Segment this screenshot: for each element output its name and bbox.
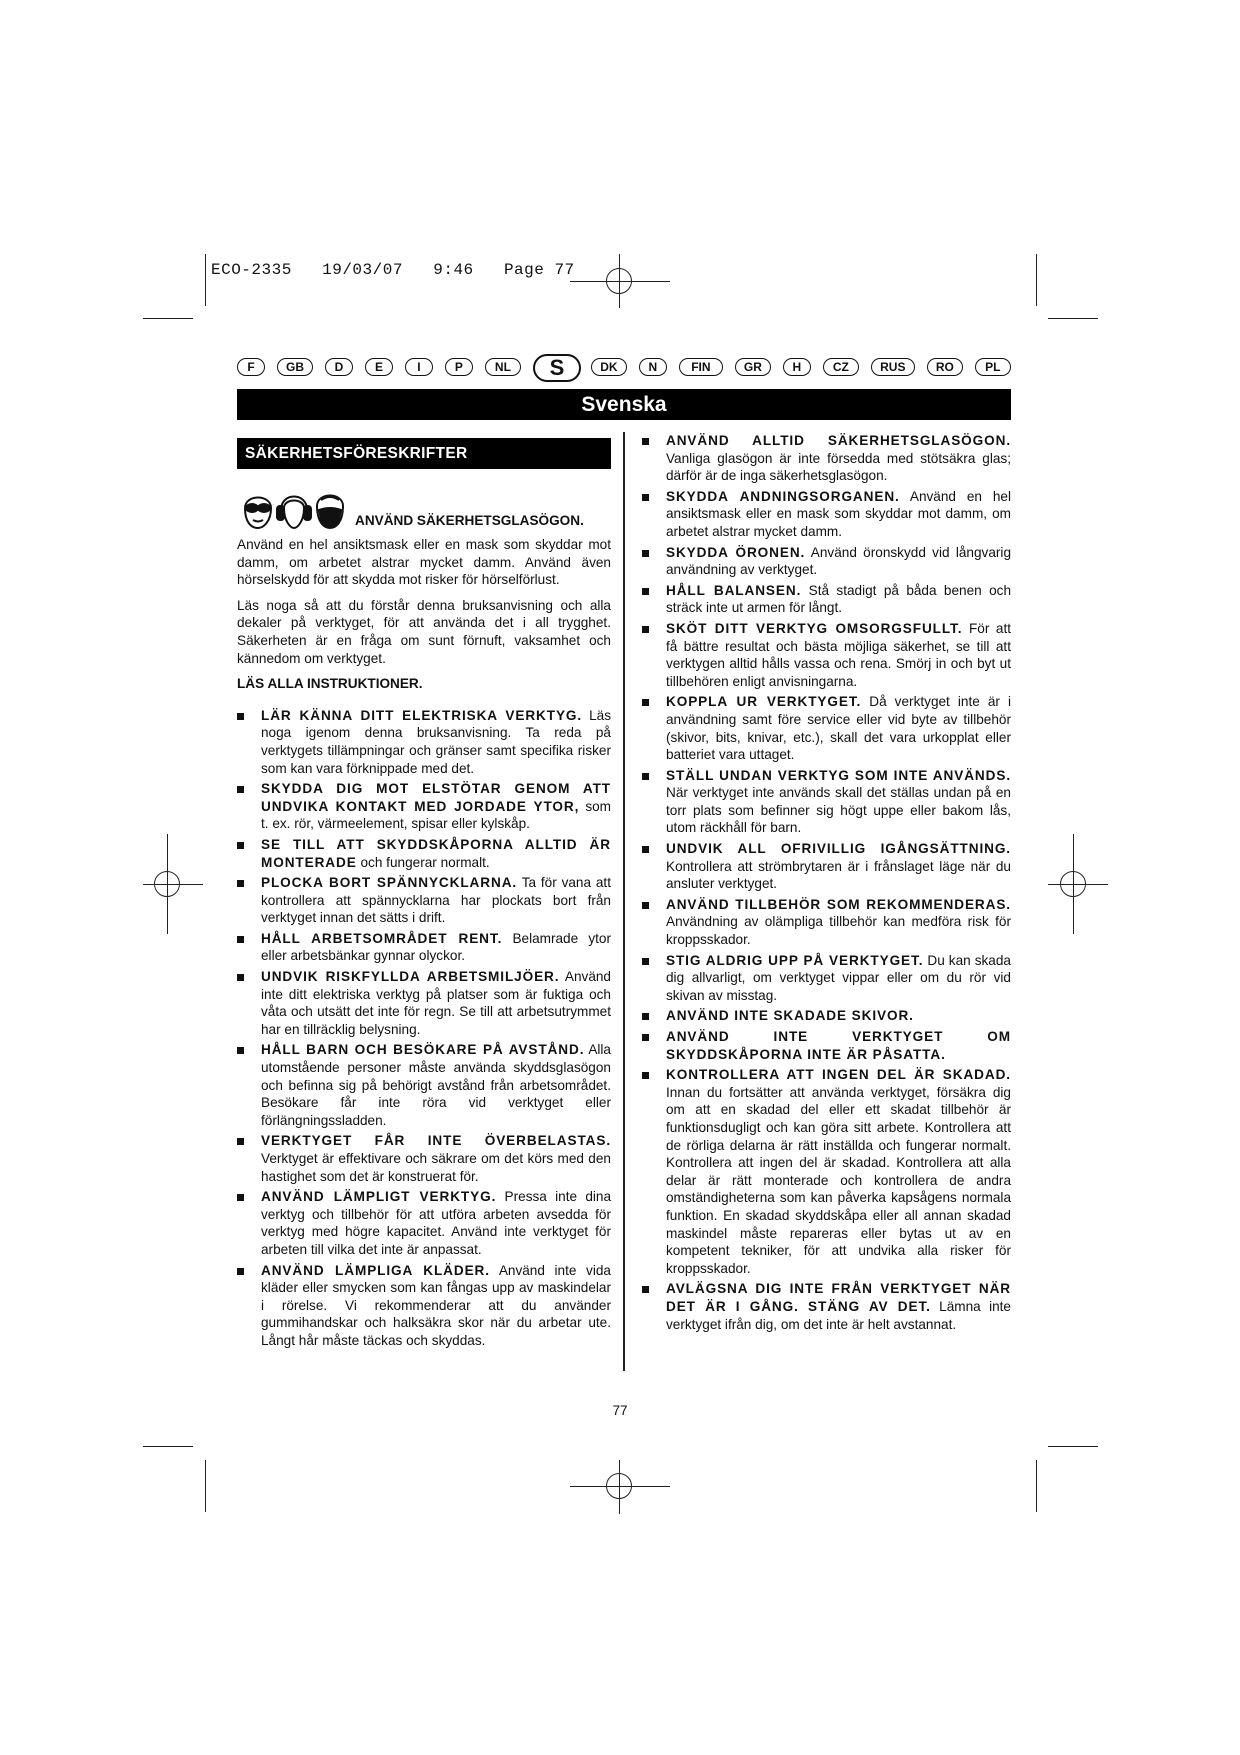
lang-tab-p[interactable]: P bbox=[445, 358, 473, 376]
bullet-icon bbox=[237, 936, 244, 943]
item-heading: SKYDDA ÖRONEN. bbox=[666, 544, 806, 560]
bullet-icon bbox=[642, 588, 649, 595]
crop-mark bbox=[1048, 318, 1098, 319]
lang-tab-n[interactable]: N bbox=[639, 358, 667, 376]
item-text: Användning av olämpliga tillbehör kan medföra risk för kroppsskador. bbox=[666, 914, 1011, 948]
item-heading: PLOCKA BORT SPÄNNYCKLARNA. bbox=[261, 875, 518, 891]
ppe-label: ANVÄND SÄKERHETSGLASÖGON. bbox=[355, 513, 584, 528]
item-heading: KOPPLA UR VERKTYGET. bbox=[666, 694, 862, 710]
lang-tab-gb[interactable]: GB bbox=[277, 358, 313, 376]
crop-mark bbox=[205, 254, 206, 306]
item-heading: LÄR KÄNNA DITT ELEKTRISKA VERKTYG. bbox=[261, 707, 583, 723]
safety-item bbox=[642, 767, 1011, 837]
crop-mark bbox=[1048, 1446, 1098, 1447]
item-heading: STÄLL UNDAN VERKTYG SOM INTE ANVÄNDS. bbox=[666, 767, 1011, 783]
item-heading: HÅLL BALANSEN. bbox=[666, 582, 802, 598]
item-heading: SKYDDA DIG MOT ELSTÖTAR GENOM ATT UNDVIKA KONTAKT MED JORDADE YTOR, bbox=[261, 781, 611, 814]
bullet-icon bbox=[642, 902, 649, 909]
lang-tab-fin[interactable]: FIN bbox=[679, 358, 723, 376]
item-text: och fungerar normalt. bbox=[360, 854, 490, 870]
page-title: Svenska bbox=[237, 389, 1011, 420]
left-safety-list bbox=[237, 707, 611, 1350]
item-heading: SKÖT DITT VERKTYG OMSORGSFULLT. bbox=[666, 620, 963, 636]
lang-tab-i[interactable]: I bbox=[405, 358, 433, 376]
item-heading: VERKTYGET FÅR INTE ÖVERBELASTAS. bbox=[261, 1133, 611, 1149]
safety-item bbox=[237, 968, 611, 1038]
safety-item bbox=[237, 1041, 611, 1129]
print-slug: ECO-2335 19/03/07 9:46 Page 77 bbox=[211, 261, 575, 279]
ear-protection-icon bbox=[277, 497, 311, 529]
bullet-icon bbox=[642, 958, 649, 965]
safety-item bbox=[642, 896, 1011, 949]
safety-item bbox=[237, 707, 611, 777]
item-text: För att få bättre resultat och bästa möjliga säkerhet, se till att verktygen alltid hålls vassa och rena. Smörj in och byt ut tillbehören enligt anvisningarna. bbox=[666, 620, 1011, 689]
bullet-icon bbox=[237, 1194, 244, 1201]
item-heading: KONTROLLERA ATT INGEN DEL ÄR SKADAD. bbox=[666, 1067, 1011, 1083]
lang-tab-ro[interactable]: RO bbox=[927, 358, 963, 376]
item-text: Stå stadigt på båda benen och sträck inte ut armen för långt. bbox=[666, 582, 1012, 616]
item-heading: ANVÄND TILLBEHÖR SOM REKOMMENDERAS. bbox=[666, 896, 1011, 912]
lang-tab-rus[interactable]: RUS bbox=[871, 358, 915, 376]
safety-item bbox=[642, 1280, 1011, 1333]
item-heading: AVLÄGSNA DIG INTE FRÅN VERKTYGET NÄR DET ÄR I GÅNG. STÄNG AV DET. bbox=[666, 1281, 1011, 1314]
safety-item bbox=[642, 432, 1011, 485]
language-tabs bbox=[237, 354, 1012, 380]
bullet-icon bbox=[642, 846, 649, 853]
section-title: SÄKERHETSFÖRESKRIFTER bbox=[237, 438, 611, 469]
dust-mask-icon bbox=[317, 496, 343, 529]
safety-item bbox=[237, 780, 611, 833]
item-text: Ta för vana att kontrollera att spännycklarna har plockats bort från verktyget innan det sätts i drift. bbox=[261, 875, 611, 926]
bullet-icon bbox=[642, 438, 649, 445]
lang-tab-pl[interactable]: PL bbox=[975, 358, 1011, 376]
safety-item bbox=[642, 952, 1011, 1005]
lang-tab-gr[interactable]: GR bbox=[735, 358, 771, 376]
item-heading: HÅLL ARBETSOMRÅDET RENT. bbox=[261, 930, 503, 946]
lang-tab-s[interactable]: S bbox=[533, 354, 581, 382]
bullet-icon bbox=[642, 494, 649, 501]
item-text: Kontrollera att strömbrytaren är i frånslaget läge när du ansluter verktyget. bbox=[666, 858, 1011, 892]
registration-mark bbox=[154, 871, 180, 897]
bullet-icon bbox=[642, 1013, 649, 1020]
item-heading: SE TILL ATT SKYDDSKÅPORNA ALLTID ÄR MONTERADE bbox=[261, 836, 611, 870]
item-heading: UNDVIK ALL OFRIVILLIG IGÅNGSÄTTNING. bbox=[666, 841, 1011, 857]
item-heading: ANVÄND LÄMPLIGA KLÄDER. bbox=[261, 1262, 490, 1278]
registration-mark bbox=[606, 1473, 632, 1499]
safety-item bbox=[237, 1188, 611, 1258]
safety-item bbox=[642, 1028, 1011, 1063]
safety-item bbox=[642, 488, 1011, 541]
item-text: Använd en hel ansiktsmask eller en mask som skyddar mot damm, om arbetet alstrar mycket damm. bbox=[666, 488, 1011, 539]
item-text: Belamrade ytor eller arbetsbänkar gynnar olyckor. bbox=[261, 930, 611, 964]
item-text: När verktyget inte används skall det ställas undan på en torr plats som befinner sig högt uppe eller bakom lås, utom räckhåll för barn. bbox=[666, 785, 1011, 836]
item-heading: ANVÄND INTE SKADADE SKIVOR. bbox=[666, 1008, 914, 1024]
item-heading: STIG ALDRIG UPP PÅ VERKTYGET. bbox=[666, 952, 924, 968]
bullet-icon bbox=[237, 1138, 244, 1145]
safety-item bbox=[237, 1132, 611, 1185]
lang-tab-cz[interactable]: CZ bbox=[823, 358, 859, 376]
bullet-icon bbox=[237, 842, 244, 849]
item-text: Du kan skada dig allvarligt, om verktyget vippar eller om du rör vid skivan av misstag. bbox=[666, 952, 1011, 1003]
intro-paragraph: Läs noga så att du förstår denna bruksanvisning och alla dekaler på verktyget, för att använda det i all trygghet. Säkerheten är en fråga om sunt förnuft, vaksamhet och kännedom om verktyget. bbox=[237, 597, 611, 666]
item-text: Vanliga glasögon är inte försedda med stötsäkra glas; därför är de inga säkerhetsglasögon. bbox=[666, 450, 1011, 484]
safety-item bbox=[237, 836, 611, 871]
crop-mark bbox=[205, 1460, 206, 1512]
bullet-icon bbox=[642, 1034, 649, 1041]
safety-item bbox=[642, 544, 1011, 579]
bullet-icon bbox=[237, 1047, 244, 1054]
crop-mark bbox=[143, 318, 193, 319]
left-column bbox=[237, 488, 611, 1353]
lang-tab-d[interactable]: D bbox=[325, 358, 353, 376]
intro-paragraph: Använd en hel ansiktsmask eller en mask som skyddar mot damm, om arbetet alstrar mycket damm. Använd även hörselskydd för att skydda mot risker för hörselförlust. bbox=[237, 537, 611, 588]
item-text: Pressa inte dina verktyg och tillbehör för att utföra arbeten avsedda för verktyg med högre kapacitet. Använd inte verktyget för arbeten till vilka det inte är anpassat. bbox=[261, 1189, 612, 1257]
item-heading: ANVÄND INTE VERKTYGET OM SKYDDSKÅPORNA INTE ÄR PÅSATTA. bbox=[666, 1029, 1011, 1062]
item-heading: ANVÄND LÄMPLIGT VERKTYG. bbox=[261, 1189, 497, 1205]
bullet-icon bbox=[642, 550, 649, 557]
registration-mark bbox=[1060, 871, 1086, 897]
safety-item bbox=[642, 582, 1011, 617]
item-heading: ANVÄND ALLTID SÄKERHETSGLASÖGON. bbox=[666, 433, 1011, 448]
column-divider bbox=[623, 432, 625, 1371]
bullet-icon bbox=[642, 1072, 649, 1079]
item-text: Alla utomstående personer måste använda skyddsglasögon och befinna sig på behörigt avstånd från arbetsområdet. Besökare får inte röra vid verktyget eller förlängningssladden. bbox=[261, 1042, 611, 1128]
bullet-icon bbox=[642, 626, 649, 633]
registration-mark bbox=[606, 268, 632, 294]
lang-tab-h[interactable]: H bbox=[783, 358, 811, 376]
safety-item bbox=[642, 1066, 1011, 1277]
crop-mark bbox=[1036, 254, 1037, 306]
lang-tab-dk[interactable]: DK bbox=[591, 358, 627, 376]
bullet-icon bbox=[237, 1268, 244, 1275]
crop-mark bbox=[1036, 1460, 1037, 1512]
safety-item bbox=[237, 874, 611, 927]
safety-item bbox=[642, 840, 1011, 893]
bullet-icon bbox=[642, 773, 649, 780]
safety-item bbox=[237, 930, 611, 965]
safety-glasses-icon bbox=[245, 498, 271, 529]
item-text: Använd inte vida kläder eller smycken som kan fångas upp av maskindelar i rörelse. Vi rekommenderar att du använder gummihandskar och halksäkra skor när du arbetar ute. Långt hår måste täckas och skyddas. bbox=[261, 1262, 611, 1348]
item-text: Använd öronskydd vid långvarig användning av verktyget. bbox=[666, 544, 1012, 578]
intro-text bbox=[237, 536, 611, 667]
item-text: Använd inte ditt elektriska verktyg på platser som är fuktiga och våta och utsätt det inte för regn. Se till att arbetsutrymmet har en tillräcklig belysning. bbox=[261, 969, 611, 1037]
bullet-icon bbox=[237, 974, 244, 981]
safety-item bbox=[642, 693, 1011, 763]
item-text: Lämna inte verktyget ifrån dig, om det inte är helt avstannat. bbox=[666, 1298, 1011, 1332]
bullet-icon bbox=[237, 786, 244, 793]
lang-tab-nl[interactable]: NL bbox=[485, 358, 521, 376]
bullet-icon bbox=[642, 1286, 649, 1293]
safety-item bbox=[642, 1007, 1011, 1025]
lang-tab-f[interactable]: F bbox=[237, 358, 265, 376]
safety-item bbox=[237, 1262, 611, 1350]
right-column bbox=[642, 432, 1011, 1336]
ppe-block bbox=[237, 488, 611, 532]
item-text: Innan du fortsätter att använda verktyget, försäkra dig om att en skadad del eller ett skadat tillbehör är funktionsdugligt och kan göra sitt arbete. Kontrollera att de rörliga delarna är rätt inställda och fungerar normalt. Kontrollera att ingen del är skadad. Kontrollera att alla delar är rätt monterade och kontrollera de andra omständigheterna som kan påverka kapsågens normala funktion. En skadad skyddskåpa eller all annan skadad maskindel måste repareras eller bytas ut av en kompetent tekniker, för att undvika alla risker för kroppsskador. bbox=[666, 1084, 1011, 1276]
lang-tab-e[interactable]: E bbox=[365, 358, 393, 376]
bullet-icon bbox=[642, 699, 649, 706]
item-text: Läs noga igenom denna bruksanvisning. Ta reda på verktygets tillämpningar och gränser samt specifika risker som kan vara förknippade med det. bbox=[261, 707, 611, 776]
bullet-icon bbox=[237, 880, 244, 887]
item-heading: HÅLL BARN OCH BESÖKARE PÅ AVSTÅND. bbox=[261, 1042, 585, 1058]
item-text: Verktyget är effektivare och säkrare om det körs med den hastighet som det är konstruerat för. bbox=[261, 1151, 611, 1184]
read-all-instructions: LÄS ALLA INSTRUKTIONER. bbox=[237, 676, 423, 692]
item-text: Då verktyget inte är i användning samt före service eller vid byte av tillbehör (skivor, bits, knivar, etc.), skall det vara urkopplat eller batteriet vara uttaget. bbox=[666, 694, 1011, 763]
page-number: 77 bbox=[612, 1403, 628, 1418]
crop-mark bbox=[143, 1446, 193, 1447]
item-text: som t. ex. rör, värmeelement, spisar eller kylskåp. bbox=[261, 798, 611, 832]
item-heading: UNDVIK RISKFYLLDA ARBETSMILJÖER. bbox=[261, 969, 560, 985]
item-heading: SKYDDA ANDNINGSORGANEN. bbox=[666, 488, 900, 504]
bullet-icon bbox=[237, 713, 244, 720]
safety-item bbox=[642, 620, 1011, 690]
right-safety-list bbox=[642, 432, 1011, 1333]
